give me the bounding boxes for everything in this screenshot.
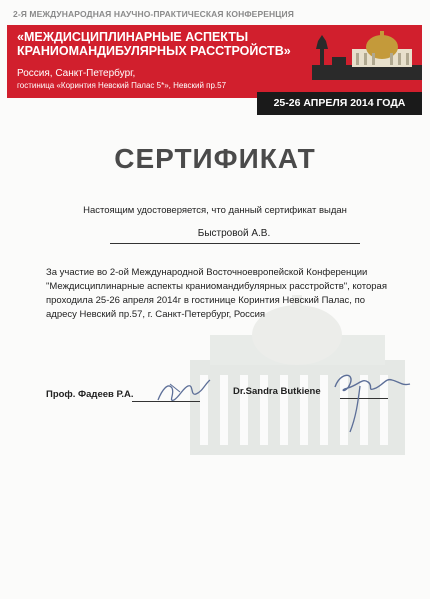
conference-dates: 25-26 АПРЕЛЯ 2014 ГОДА [257,92,422,115]
conference-venue: гостиница «Коринтия Невский Палас 5*», Невский пр.57 [17,81,227,90]
st-isaac-cathedral-icon [312,27,422,80]
recipient-name: Быстровой А.В. [197,228,271,239]
conference-title-line2: КРАНИОМАНДИБУЛЯРНЫХ РАССТРОЙСТВ» [17,44,291,58]
certificate-body: За участие во 2-ой Международной Восточноевропейской Конференции "Междисциплинарные аспекты краниомандибулярных расстройств", которая проходила 25-26 апреля 2014г в гостинице Коринтия Невский Палас, по адресу Невский пр.57, г. Санкт-Петербург, Россия [46,267,387,320]
conference-title-line1: «МЕЖДИСЦИПЛИНАРНЫЕ АСПЕКТЫ [17,30,249,44]
signatory-right: Dr.Sandra Butkiene [233,386,321,397]
recipient-underline [110,243,360,244]
conference-city: Россия, Санкт-Петербург, [17,68,136,79]
certificate-intro: Настоящим удостоверяется, что данный сертификат выдан [83,205,347,216]
handwritten-signature-left [150,370,215,410]
certificate-heading: СЕРТИФИКАТ [114,143,316,174]
handwritten-signature-right [320,362,420,437]
signatory-left: Проф. Фадеев Р.А. [46,389,134,400]
conference-banner [7,25,422,109]
conference-subtitle: 2-Я МЕЖДУНАРОДНАЯ НАУЧНО-ПРАКТИЧЕСКАЯ КОНФЕРЕНЦИЯ [13,9,294,19]
